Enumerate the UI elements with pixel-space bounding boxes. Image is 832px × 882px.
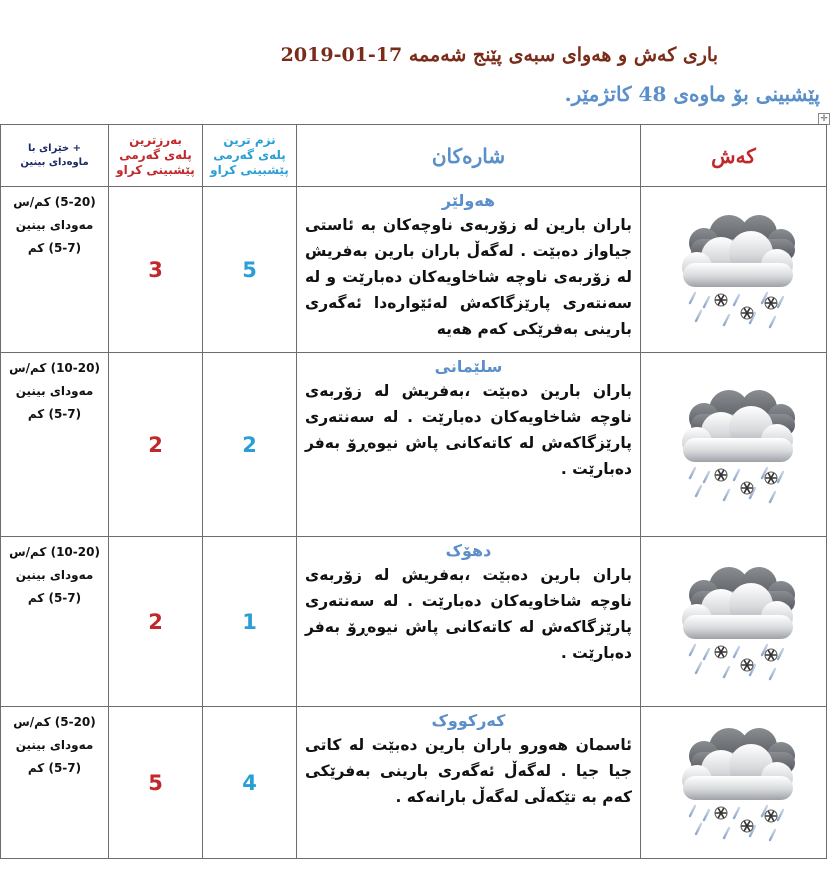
forecast-description: ئاسمان هەورو باران بارین دەبێت لە کاتی جیا جیا . لەگەڵ ئەگەری بارینی بەفرێکی کەم بە تێکەڵی لەگەڵ بارانەکە . — [305, 736, 632, 806]
wind-speed: (5-20) کم/س — [13, 195, 96, 209]
header-max-temp — [109, 125, 203, 187]
table-row — [1, 353, 827, 537]
cloud-rain-snow-icon — [659, 380, 809, 510]
city-cell — [297, 537, 641, 707]
wind-visibility-cell — [1, 707, 109, 859]
table-row — [1, 537, 827, 707]
visibility-range: (5-7) کم — [27, 407, 82, 421]
city-cell — [297, 353, 641, 537]
city-name: هەولێر — [441, 191, 496, 210]
city-name: کەرکووک — [431, 711, 506, 730]
header-weather: کەش — [641, 125, 827, 187]
header-min-line2: پلەی گەرمی — [213, 148, 286, 162]
header-min-line3: پێشبینی کراو — [210, 163, 289, 177]
table-row — [1, 707, 827, 859]
max-temp-value: 3 — [109, 187, 203, 353]
cloud-rain-snow-icon — [659, 718, 809, 848]
report-subtitle: پێشبینی بۆ ماوەی 48 کاتژمێر. — [564, 82, 820, 106]
cloud-rain-snow-icon — [659, 557, 809, 687]
forecast-description: باران بارین دەبێت ،بەفریش لە زۆربەی ناوچە شاخاویەکان دەبارێت . لە سەنتەری پارێزگاکەش لە کاتەکانی پاش نیوەڕۆ بەفر دەبارێت . — [305, 566, 632, 662]
report-title: باری کەش و هەوای سبەی پێنج شەممە 17-01-2019 — [280, 44, 718, 66]
visibility-range: (5-7) کم — [27, 591, 82, 605]
header-min-temp — [203, 125, 297, 187]
visibility-label: مەودای بینین — [15, 738, 94, 752]
wind-visibility-cell — [1, 537, 109, 707]
city-name: دهۆک — [445, 541, 492, 560]
wind-visibility-cell — [1, 353, 109, 537]
header-max-line3: پێشبینی کراو — [116, 163, 195, 177]
wind-visibility-cell — [1, 187, 109, 353]
wind-speed: (10-20) کم/س — [9, 545, 100, 559]
cloud-rain-snow-icon — [659, 205, 809, 335]
visibility-label: مەودای بینین — [15, 384, 94, 398]
max-temp-value: 2 — [109, 537, 203, 707]
header-row — [1, 125, 827, 187]
wind-speed: (10-20) کم/س — [9, 361, 100, 375]
visibility-range: (5-7) کم — [27, 241, 82, 255]
header-min-line1: نزم ترین — [223, 133, 276, 147]
weather-icon-cell — [641, 707, 827, 859]
header-max-line1: بەرزترین — [129, 133, 182, 147]
visibility-range: (5-7) کم — [27, 761, 82, 775]
max-temp-value: 2 — [109, 353, 203, 537]
forecast-table — [0, 124, 827, 859]
forecast-description: باران بارین دەبێت ،بەفریش لە زۆربەی ناوچە شاخاویەکان دەبارێت . لە سەنتەری پارێزگاکەش لە کاتەکانی پاش نیوەڕۆ بەفر دەبارێت . — [305, 382, 632, 478]
weather-icon-cell — [641, 537, 827, 707]
visibility-label: مەودای بینین — [15, 218, 94, 232]
header-wind-visibility — [1, 125, 109, 187]
min-temp-value: 2 — [203, 353, 297, 537]
max-temp-value: 5 — [109, 707, 203, 859]
header-cities: شارەکان — [297, 125, 641, 187]
visibility-label: مەودای بینین — [15, 568, 94, 582]
header-wind-line2: ماوەدای بینین — [20, 156, 89, 168]
forecast-description: باران بارین لە زۆربەی ناوچەکان بە ئاستی جیاواز دەبێت . لەگەڵ باران بارین بەفریش لە زۆربەی ناوچە شاخاویەکان دەبارێت و لە سەنتەری پارێزگاکەش لەئێوارەدا ئەگەری بارینی بەفرێکی کەم هەیە — [305, 216, 632, 338]
city-cell — [297, 187, 641, 353]
min-temp-value: 4 — [203, 707, 297, 859]
wind-speed: (5-20) کم/س — [13, 715, 96, 729]
weather-icon-cell — [641, 187, 827, 353]
min-temp-value: 1 — [203, 537, 297, 707]
city-name: سلێمانی — [434, 357, 503, 376]
table-row — [1, 187, 827, 353]
city-cell — [297, 707, 641, 859]
min-temp-value: 5 — [203, 187, 297, 353]
header-max-line2: پلەی گەرمی — [119, 148, 192, 162]
table-move-handle-icon[interactable]: ✛ — [818, 113, 830, 125]
header-wind-line1: خێرای با + — [28, 142, 81, 154]
weather-icon-cell — [641, 353, 827, 537]
